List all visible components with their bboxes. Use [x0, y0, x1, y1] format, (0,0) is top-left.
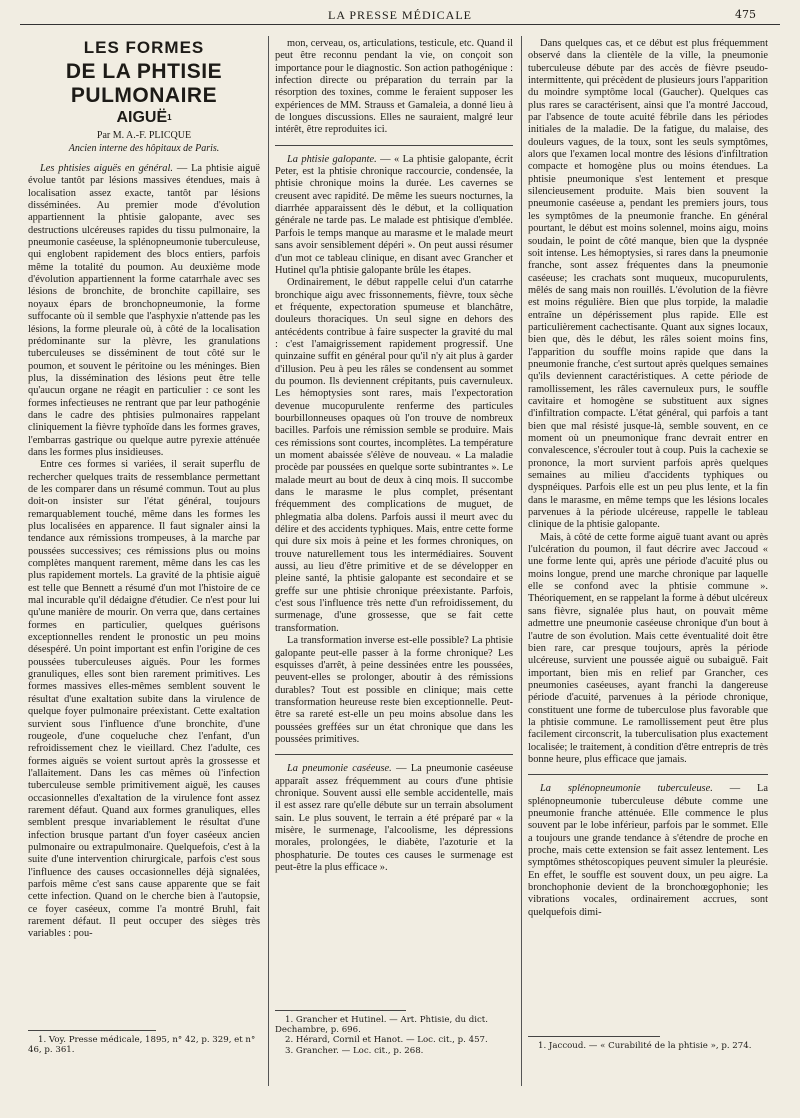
paragraph: Ordinairement, le début rappelle celui d'un catarrhe bronchique aigu avec frissonnements, fièvre, toux sèche et fréquente, expectoration spumeuse et blanchâtre, douleurs thoraciques. Un seul signe en dehors des antécédents contribue à faire suspecter la gravité du mal : c'est l'amaigrissement rapidement progressif. Une quinzaine suffit en général pour qu'il n'y ait plus à garder d'illusion. Peu à peu les râles se condensent au sommet du poumon. Ils deviennent crépitants, puis cavernuleux. Les hémoptysies sont rares, mais l'expectoration devenue mucopurulente renferme des particules bourbillonneuses opaques où l'on trouve de nombreux bacilles. Parfois une rémission semble se produire. Mais ces rémissions sont courtes, incomplètes. La température un moment abaissée s'élève de nouveau. « La maladie procède par poussées en quelque sorte subintrantes ». Le malade meurt au bout de deux à cinq mois. Il succombe dans le marasme le plus complet, présentant fréquemment des complications de muguet, de phlegmatia alba dolens. Parfois aussi il meurt avec du délire et des accidents typhiques. Mais, entre cette forme qui dure six mois à peine et les formes chroniques, on trouve naturellement tous les intermédiaires. Souvent aussi, au lieu d'être primitive et de se développer en pleine santé, la phtisie galopante est secondaire et se greffe sur une phtisie chronique préexistante. Parfois, c'est sous l'influence très nette d'un refroidissement, du surmenage, d'une grossesse, que se fait cette transformation. [275, 277, 513, 634]
heading-word: AIGUË [116, 109, 168, 127]
footnote: 3. Grancher. — Loc. cit., p. 268. [285, 1045, 424, 1056]
article-heading-line-3 [28, 108, 260, 128]
article-heading-line-1: LES FORMES [83, 38, 205, 57]
footnote: 1. Jaccoud. — « Curabilité de la phtisie », p. 274. [538, 1041, 752, 1051]
column-rule [521, 36, 522, 1086]
paragraph [528, 783, 768, 919]
paragraph: La transformation inverse est-elle possible? La phtisie galopante peut-elle passer à la forme chronique? Les esquisses d'arrêt, à peine dessinées entre les poussées, peuvent-elles se prolonger, aboutir à des rémissions durables? Tout est possible en clinique; mais cette transformation heureuse reste bien exceptionnelle. Peut-être sa rareté est-elle un peu moins absolue dans les poussées greffées sur un état chronique que dans les poussées primitives. [275, 635, 513, 745]
paragraph-text: — La splénopneumonie tuberculeuse débute comme une pneumonie franche atténuée. Elle commence le plus souvent par le lobe inférieur, parfois par le sommet. Elle a toujours une grande tendance à s'étendre de proche en proche, mais cette extension se fait assez lentement. Les symptômes sthétoscopiques peuvent simuler la pleurésie. En effet, le souffle est souvent doux, un peu aigre. La bronchophonie devient de la bronchoœgophonie; les vibrations vocales, ordinairement accrues, sont quelquefois dimi- [528, 783, 768, 918]
footnote: 1. Grancher et Hutinel. — Art. Phtisie, du dict. Dechambre, p. 696. [275, 1015, 488, 1036]
paragraph: mon, cerveau, os, articulations, testicule, etc. Quand il peut être reconnu pendant la vie, on conçoit son importance pour le diagnostic. Son action pathogénique : infection directe ou préparation du terrain par la résorption des toxines, comme le feraient supposer les expériences de MM. Strauss et Gamaleia, a donné lieu à de longues discussions. Elles ne sauraient, malgré leur intérêt, être reproduites ici. [275, 38, 513, 136]
heading-footnote-marker: 1 [167, 113, 172, 123]
section-separator [275, 754, 513, 755]
section-lead: La splénopneumonie tuberculeuse. [540, 783, 713, 795]
article-heading-line-2: DE LA PHTISIE PULMONAIRE [65, 60, 223, 108]
footnotes-column-1 [28, 1024, 260, 1055]
section-separator [528, 774, 768, 775]
running-header [0, 6, 800, 24]
header-rule [20, 24, 780, 25]
footnote: 2. Hérard, Cornil et Hanot. — Loc. cit., p. 457. [285, 1035, 488, 1046]
page-number: 475 [735, 8, 756, 21]
paragraph-text: — La pneumonie caséeuse apparaît assez fréquemment au cours d'une phtisie chronique. Souvent aussi elle semble accidentelle, mais il est assez rare qu'elle débute sur un terrain absolument sain. Le plus souvent, le terrain a été préparé par « la misère, le surmenage, l'alcoolisme, les dépressions morales, prolongées, le diabète, l'azoturie et la phosphaturie. De toutes ces causes le surmenage est peut-être la plus efficace ». [275, 763, 513, 873]
section-lead: La phtisie galopante. [287, 153, 377, 165]
column-3 [528, 38, 768, 919]
paragraph [28, 163, 260, 459]
footnote: 1. Voy. Presse médicale, 1895, n° 42, p. 329, et n° 46, p. 361. [28, 1035, 256, 1056]
author-byline: Par M. A.-F. PLICQUE [96, 130, 192, 142]
paragraph [275, 763, 513, 874]
paragraph: Entre ces formes si variées, il serait superflu de rechercher quelques traits de ressemblance permettant de les comparer dans un résumé commun. Tout au plus doit-on insister sur l'état général, toujours remarquablement touché, même dans les formes les plus localisées en apparence. Il faut signaler ainsi la tendance aux rémissions trompeuses, à la marche par poussées successives; ces rémissions plus ou moins complètes manquent rarement, même dans les cas les plus rapidement mortels. La gravité de la phtisie aiguë est telle que Bennett a résumé d'un mot l'histoire de ce mal incurable qu'il dédaigne d'étudier. Ce n'est pour lui qu'une manière de mourir. On verra que, dans certaines formes en particulier, quelques guérisons exceptionnelles rendent le pronostic un peu moins désespéré. Un point important est enfin l'origine de ces poussées tuberculeuses aiguës. Pour les formes granuliques, elles sont bien rarement primitives. Les formes massives elles-mêmes semblent souvent le résultat d'une exaltation subite dans la virulence de quelque foyer pulmonaire préexistant. Cette exaltation survient sous l'influence d'une bronchite, d'une rougeole, d'une coqueluche chez l'enfant, d'un refroidissement chez le vieillard. Chez l'adulte, ces formes aiguës se voient surtout après la grossesse et l'allaitement. Dans les cas mêmes où l'infection tuberculeuse semble primitivement aiguë, les causes occasionnelles d'exaltation de la virulence font assez rarement défaut. Quand aux formes granuliques, elles semblent presque invariablement le résultat d'une infection brusque partant d'un foyer caséeux ancien pulmonaire ou extrapulmonaire. Quelquefois, c'est à la suite d'une intervention chirurgicale, parfois c'est sous l'influence des causes occasionnelles déjà signalées, parfois même c'est sans cause apparente que se fait cette infection. Quand on le cherche bien à l'autopsie, ce foyer caséeux, comme l'a montré Bruhl, fait rarement défaut. Il peut occuper des sièges très variables : pou- [28, 459, 260, 940]
section-separator [275, 145, 513, 146]
column-2 [275, 38, 513, 874]
paragraph: Dans quelques cas, et ce début est plus fréquemment observé dans la clientèle de la ville, la pneumonie tuberculeuse débute par des accès de fièvre pseudo-intermittente, qui précèdent de plusieurs jours l'apparition du moindre symptôme local (Gaucher). Quelques cas plus rares se caractérisent, ainsi que l'a montré Jaccoud, par l'absence de toute acuité fébrile dans les périodes initiales de la maladie. De la fatigue, du malaise, des douleurs vagues, de la toux, sont les seuls symptômes, alors que l'examen local montre des lésions d'infiltration compacte et homogène plus ou moins étendues. La phtisie pneumonique s'est lentement et presque silencieusement produite. Mais bien souvent la pneumonie caséeuse a, pendant les premiers jours, tous les symptômes de la pneumonie franche. En général pourtant, le début est moins solennel, moins aigu, moins soudain, le point de côté manque, bien que la dyspnée soit intense. Les hémoptysies, si rares dans la pneumonie franche, sont assez fréquentes dans la pneumonie caséeuse; les crachats sont muqueux, mucopurulents, mêlés de sang mais non rouillés. L'évolution de la fièvre est moins régulière. Bien que plus torpide, la maladie entraîne un dépérissement plus rapide. Elle est particulièrement cachectisante. Quant aux signes locaux, bien que, dès le début, les râles soient moins fins, l'apparition du souffle moins rapide que dans la pneumonie franche, c'est surtout après quelques semaines qu'ils deviennent caractéristiques. A cette période de ramollissement, les râles cavernuleux purs, le souffle cavitaire et homogène se substituent aux signes d'infiltration compacte. L'état général, qui parfois a tant bien que mal résisté jusque-là, semble souvent, en ce moment où un pneumonique franc devrait entrer en convalescence, s'écrouler tout à coup. Puis la cachexie se prononce, la mort survient parfois après quelques semaines au milieu d'accidents typhiques ou dyspnéiques. Parfois elle est un peu plus lente, et la fin dans le marasme, en même temps que les lésions locales parvenues à la période ulcéreuse, rappelle le tableau clinique de la phtisie galopante. [528, 38, 768, 531]
footnote-rule [528, 1036, 660, 1037]
paragraph: Mais, à côté de cette forme aiguë tuant avant ou après l'ulcération du poumon, il faut décrire avec Jaccoud « une forme lente qui, après une période d'acuité plus ou moins longue, prend une marche chronique par laquelle elle se confond avec la phtisie commune ». Théoriquement, en se rappelant la forme à début ulcéreux sans fièvre, signalée plus haut, on pouvait même admettre une pneumonie caséeuse chronique d'un bout à l'autre de son évolution. Mais cette éventualité doit être bien rare, car presque toujours, après la période ulcéreuse, survient une poussée aiguë ou subaiguë. Fait important, bien mis en relief par Grancher, ces pneumonies caséeuses, ayant franchi la dangereuse période d'acuité, parvenues à la période chronique, constituent une forme de tuberculose plus favorable que la phtisie commune. Le ramollissement peut être plus facilement circonscrit, la tuberculisation plus exactement localisée; le traitement, à condition d'être entrepris de très bonne heure, plus efficace que jamais. [528, 531, 768, 765]
footnote-rule [28, 1030, 156, 1031]
paragraph [275, 154, 513, 277]
footnote-rule [275, 1010, 406, 1011]
column-1 [28, 38, 260, 941]
section-lead: La pneumonie caséeuse. [287, 763, 392, 775]
section-lead: Les phtisies aiguës en général. [40, 163, 173, 175]
paragraph-text: — « La phtisie galopante, écrit Peter, est la phtisie chronique raccourcie, condensée, la phtisie chronique moins la durée. Les cavernes se creusent avec rapidité. De même les sueurs nocturnes, la diarrhée apparaissent dès le début, et la colliquation générale ne tarde pas. Le malade est phtisique d'emblée. Parfois le temps manque au marasme et le malade meurt sans avoir sensiblement dépéri ». On peut aussi résumer d'un mot ce tableau clinique, en disant avec Grancher et Hutinel qu'la phtisie galopante brûle les étapes. [275, 153, 513, 276]
paragraph-text: — La phtisie aiguë évolue tantôt par lésions massives étendues, mais à localisation assez exacte, tantôt par lésions disséminées. Au premier mode d'évolution appartiennent la phtisie galopante, avec ses destructions ulcéreuses rapides du tissu pulmonaire, la pneumonie caséeuse, la splénopneumonie tuberculeuse, qui englobent rapidement des blocs entiers, parfois même la totalité du poumon. Au deuxième mode d'évolution appartiennent la forme catarrhale avec ses lésions de bronchite, de bronchite capillaire, ses noyaux épars de bronchopneumonie, la forme suffocante où il semble que l'asphyxie n'attende pas les lésions, la forme pleurale où, à côté de la localisation prédominante sur la plèvre, les granulations tuberculeuses se disséminent de tout côté sur le poumon, et souvent le péritoine ou les méninges. Bien plus, la dissémination des lésions peut être telle qu'aucun organe ne réagit en particulier : ce sont les formes infectieuses ne rentrant que par leur pathogénie dans le cadre des phtisies pulmonaires rappelant cliniquement la fièvre typhoïde dans les formes graves, l'embarras gastrique ou quelque autre pyrexie atténuée dans les formes plus insidieuses. [28, 163, 260, 458]
footnotes-column-2 [275, 1004, 513, 1056]
footnotes-column-3 [528, 1030, 768, 1051]
author-affiliation: Ancien interne des hôpitaux de Paris. [68, 142, 220, 154]
journal-title: LA PRESSE MÉDICALE [327, 8, 472, 22]
column-rule [268, 36, 269, 1086]
